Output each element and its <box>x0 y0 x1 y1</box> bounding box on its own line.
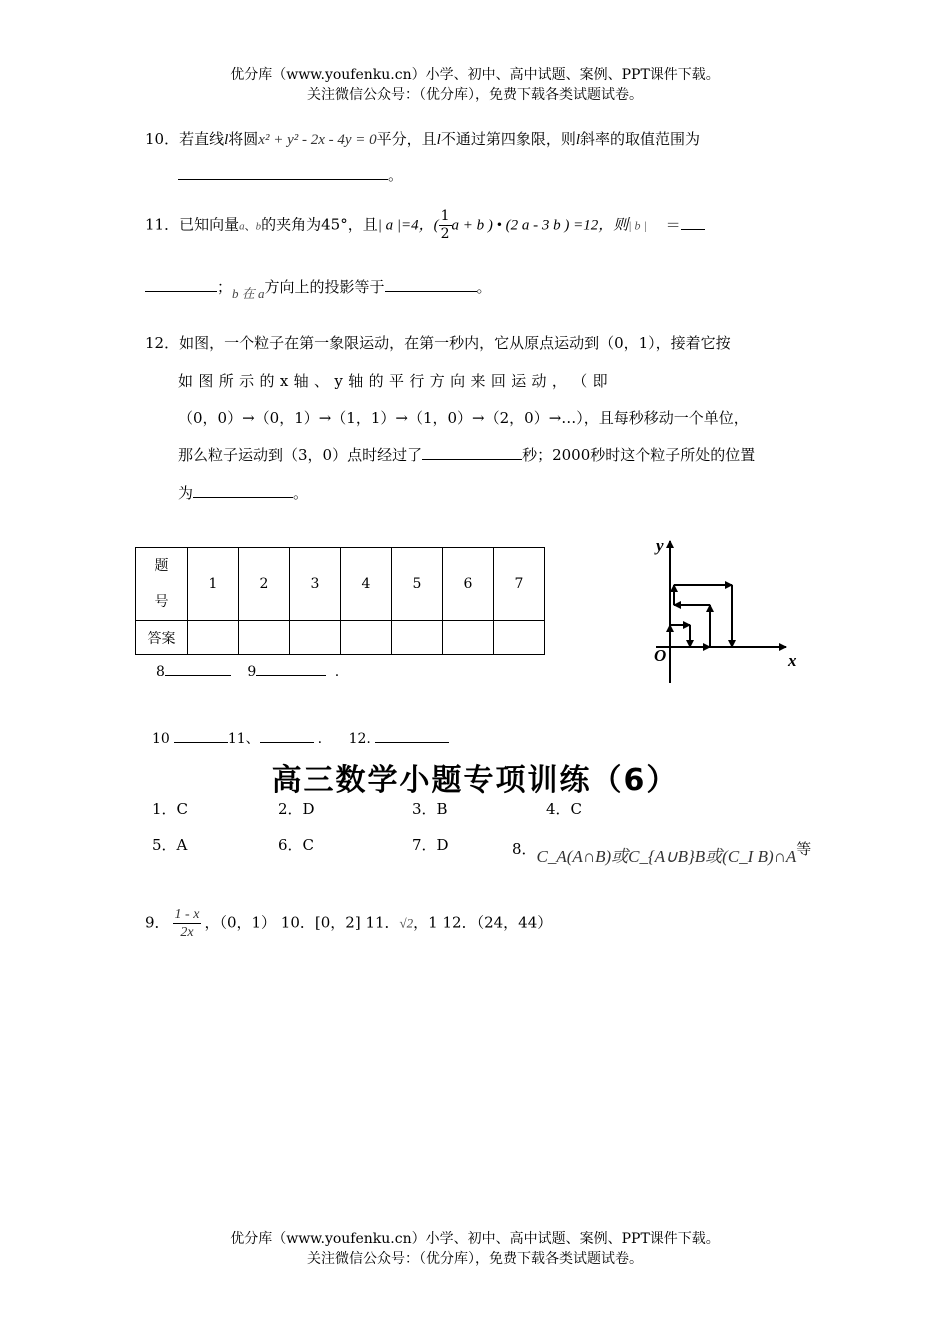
table-number-cell: 3 <box>290 548 341 621</box>
vector-expression: a + b ) • (2 a - 3 b ) =12，则 <box>451 217 629 234</box>
page-header-line1: 优分库（www.youfenku.cn）小学、初中、高中试题、案例、PPT课件下载。 <box>230 67 720 83</box>
answer-blank[interactable] <box>193 483 293 498</box>
question-number: 11． <box>145 215 180 234</box>
answer-blank-12[interactable] <box>375 728 449 743</box>
vector-a: a <box>239 220 245 233</box>
answers-9-12: 9． $\frac{1 - x}{2x}$ ，（0，1） 10．[0，2] 11．√2，1 12．（24，44） <box>145 907 553 940</box>
abs-a: | a |=4，( <box>377 217 439 234</box>
answer-5: 5．A <box>152 836 188 854</box>
answer-blank-8[interactable] <box>165 661 231 676</box>
question-10-answer-line: 。 <box>178 164 403 185</box>
answer-blank[interactable] <box>422 445 522 460</box>
circle-equation: x² + y² - 2x - 4y = 0 <box>258 132 377 148</box>
answer-blank[interactable] <box>681 215 705 230</box>
table-number-cell: 7 <box>494 548 545 621</box>
question-12-line3: （0，0）→（0，1）→（1，1）→（1，0）→（2，0）→…），且每秒移动一个单位， <box>178 409 749 427</box>
table-answer-cell[interactable] <box>290 621 341 655</box>
question-11-line2: ；b 在 a方向上的投影等于 。 <box>145 276 492 297</box>
var-l: l <box>436 132 441 148</box>
table-number-cell: 1 <box>188 548 239 621</box>
question-12-line4: 那么粒子运动到（3，0）点时经过了 秒；2000秒时这个粒子所处的位置 <box>178 446 756 464</box>
question-number: 12． <box>145 334 180 352</box>
table-number-cell: 4 <box>341 548 392 621</box>
answer-4: 4．C <box>546 800 583 818</box>
answer-8: 8．C_A(A∩B)或C_{A∪B}B或(C_I B)∩A等 <box>512 840 812 866</box>
abs-b: | b | <box>628 218 647 233</box>
answer-1: 1．C <box>152 800 189 818</box>
table-answer-cell[interactable] <box>341 621 392 655</box>
y-axis-label: y <box>656 536 664 555</box>
answer-3: 3．B <box>412 800 448 818</box>
table-number-cell: 6 <box>443 548 494 621</box>
answer-blank[interactable] <box>178 165 388 180</box>
answer-blank[interactable] <box>385 277 477 292</box>
table-number-cell: 2 <box>239 548 290 621</box>
table-number-cell: 5 <box>392 548 443 621</box>
origin-label: O <box>654 646 667 665</box>
question-12-line5: 为 。 <box>178 484 309 502</box>
blanks-row-10-11-12: 10 11、 . 12. <box>152 728 449 748</box>
answer-blank-10[interactable] <box>174 728 228 743</box>
table-answer-cell[interactable] <box>443 621 494 655</box>
answer-6: 6．C <box>278 836 315 854</box>
x-axis-label: x <box>788 651 797 670</box>
var-l: l <box>575 132 581 148</box>
answer-8-expression: C_A(A∩B)或C_{A∪B}B或(C_I B)∩A <box>536 847 797 866</box>
section-title: 高三数学小题专项训练（6） <box>271 763 679 798</box>
fraction-half: $\frac{1}{2}$ <box>440 208 450 242</box>
var-l: l <box>224 132 229 148</box>
question-12-line2: 如 图 所 示 的 x 轴 、 y 轴 的 平 行 方 向 来 回 运 动 ， （ 即 <box>178 372 608 390</box>
answer-blank[interactable] <box>145 277 217 292</box>
table-answer-cell[interactable] <box>494 621 545 655</box>
answer-table <box>135 547 545 655</box>
page-header-line2: 关注微信公众号：（优分库），免费下载各类试题试卷。 <box>307 87 643 103</box>
question-11: 11．已知向量a、b的夹角为45°，且| a |=4，( $\frac{1}{2}$ a + b ) • (2 a - 3 b ) =12，则| b | ＝ <box>145 208 705 243</box>
table-header-label: 题 号 <box>136 548 188 621</box>
question-number: 10． <box>145 130 180 148</box>
projection-vectors: b 在 a <box>232 286 265 301</box>
vector-b: b <box>255 220 262 233</box>
answer-9-fraction: $\frac{1 - x}{2x}$ <box>174 907 200 940</box>
answer-blank-9[interactable] <box>256 661 326 676</box>
page-footer-line1: 优分库（www.youfenku.cn）小学、初中、高中试题、案例、PPT课件下载。 <box>230 1231 720 1247</box>
answer-blank-11[interactable] <box>260 728 314 743</box>
question-12-line1: 12．如图，一个粒子在第一象限运动，在第一秒内，它从原点运动到（0，1），接着它按 <box>145 334 731 352</box>
page-footer-line2: 关注微信公众号：（优分库），免费下载各类试题试卷。 <box>307 1251 643 1267</box>
table-answer-cell[interactable] <box>392 621 443 655</box>
particle-path <box>670 585 732 647</box>
table-answer-label: 答案 <box>136 621 188 655</box>
sqrt-2: √2 <box>399 915 414 931</box>
answer-2: 2．D <box>278 800 315 818</box>
question-10: 10．若直线l将圆x² + y² - 2x - 4y = 0平分，且l不通过第四象限，则l斜率的取值范围为 <box>145 130 701 148</box>
particle-motion-figure <box>636 535 806 685</box>
table-answer-cell[interactable] <box>188 621 239 655</box>
answer-7: 7．D <box>412 836 449 854</box>
table-answer-cell[interactable] <box>239 621 290 655</box>
blanks-row-8-9: 8 9 . <box>156 661 339 680</box>
